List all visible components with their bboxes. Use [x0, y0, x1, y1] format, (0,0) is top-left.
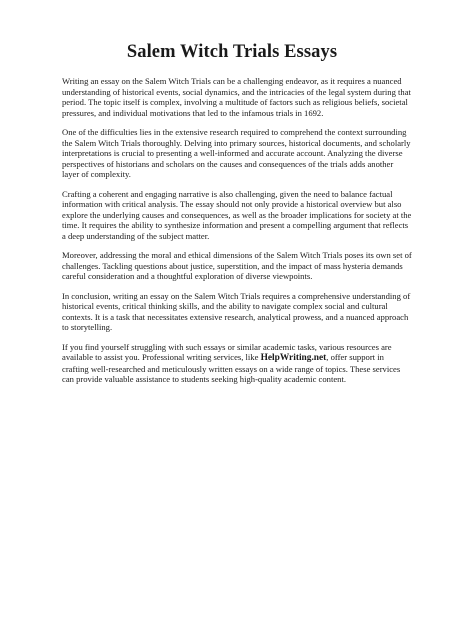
paragraph-research: One of the difficulties lies in the extensive research required to comprehend the context surrounding the Salem Witch Trials thoroughly. Delving into primary sources, historical documents, and scholarly interpretations is crucial to presenting a well-informed and accurate account. Analyzing the diverse perspectives of historians and scholars on the causes and consequences of the trials adds another layer of complexity. [62, 127, 411, 179]
document-title: Salem Witch Trials Essays [126, 42, 338, 62]
paragraph-closing [62, 342, 412, 385]
paragraph-ethics: Moreover, addressing the moral and ethical dimensions of the Salem Witch Trials poses its own set of challenges. Tackling questions about justice, superstition, and the impact of mass hysteria demands careful consideration and a thoughtful exploration of diverse viewpoints. [62, 250, 412, 281]
closing-text-after: , offer support in crafting well-researched and meticulously written essays on a wide range of topics. These services can provide valuable assistance to students seeking high-quality academic content. [62, 352, 401, 384]
paragraph-intro: Writing an essay on the Salem Witch Trials can be a challenging endeavor, as it requires a nuanced understanding of historical events, social dynamics, and the intricacies of the legal system during that period. The topic itself is complex, involving a multitude of factors such as religious beliefs, societal pressures, and individual motivations that led to the infamous trials in 1692. [62, 76, 411, 118]
paragraph-conclusion: In conclusion, writing an essay on the Salem Witch Trials requires a comprehensive understanding of historical events, critical thinking skills, and the ability to navigate complex social and cultural contexts. It is a task that necessitates extensive research, analytical prowess, and a nuanced approach to storytelling. [62, 290, 411, 332]
closing-text-before: If you find yourself struggling with such essays or similar academic tasks, various resources are available to assist you. Professional writing services, like [62, 341, 392, 362]
brand-name: HelpWriting.net [260, 353, 327, 363]
paragraph-narrative: Crafting a coherent and engaging narrative is also challenging, given the need to balance factual information with critical analysis. The essay should not only provide a historical overview but also explore the underlying causes and consequences, as well as the broader implications for society at the time. It requires the ability to synthesize information and present a compelling argument that reflects a deep understanding of the subject matter. [62, 188, 412, 241]
